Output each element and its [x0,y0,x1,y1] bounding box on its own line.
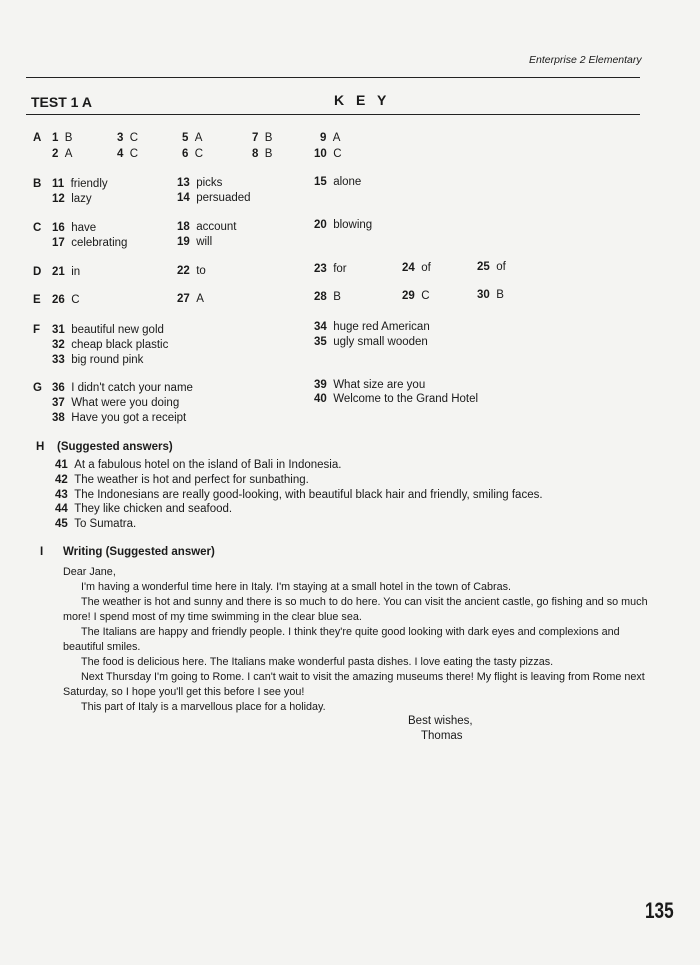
letter-signature: Thomas [421,730,463,742]
section-h-heading: (Suggested answers) [57,441,173,453]
answer-item: 33 big round pink [52,354,144,366]
answer-item: 40 Welcome to the Grand Hotel [314,393,479,405]
answer-item: 1 B [52,132,73,144]
section-label-b: B [33,178,42,190]
answer-item: 10 C [314,148,342,160]
answer-item: 36 I didn't catch your name [52,382,193,394]
answer-item: 37 What were you doing [52,397,180,409]
letter-closing: Best wishes, [408,715,473,727]
section-label-d: D [33,266,42,278]
answer-item: 39 What size are you [314,379,426,391]
answer-item: 21 in [52,266,81,278]
letter-salutation: Dear Jane, [63,566,116,578]
answer-item: 43 The Indonesians are really good-looking, with beautiful black hair and friendly, smiling faces. [55,489,543,501]
answer-item: 26 C [52,294,80,306]
answer-item: 32 cheap black plastic [52,339,169,351]
answer-item: 34 huge red American [314,321,430,333]
answer-item: 25 of [477,261,506,273]
answer-item: 41 At a fabulous hotel on the island of Bali in Indonesia. [55,459,342,471]
page-number: 135 [645,898,674,923]
section-label-e: E [33,294,41,306]
letter-paragraph: This part of Italy is a marvellous place for a holiday. [81,701,326,713]
letter-paragraph: The weather is hot and sunny and there is so much to do here. You can visit the ancient castle, go fishing and so much more! I spend most of my time swimming in the clear blue sea. [63,596,648,623]
answer-item: 16 have [52,222,97,234]
answer-item: 6 C [182,148,204,160]
test-title: TEST 1 A [31,94,92,110]
answer-item: 12 lazy [52,193,92,205]
section-label-a: A [33,132,42,144]
answer-item: 9 A [320,132,341,144]
answer-item: 17 celebrating [52,237,128,249]
answer-item: 28 B [314,291,341,303]
section-label-f: F [33,324,41,336]
writing-letter [63,565,648,715]
answer-item: 45 To Sumatra. [55,518,137,530]
section-label-i: I [40,546,44,558]
letter-paragraph: The food is delicious here. The Italians make wonderful pasta dishes. I love eating the tasty pizzas. [81,656,554,668]
answer-item: 35 ugly small wooden [314,336,428,348]
header-rule [26,77,640,78]
answer-item: 30 B [477,289,504,301]
answer-item: 19 will [177,236,213,248]
letter-paragraph: The Italians are happy and friendly people. I think they're quite good looking with dark eyes and complexions and beautiful smiles. [63,626,620,653]
answer-item: 13 picks [177,177,223,189]
answer-item: 11 friendly [52,178,108,190]
answer-item: 44 They like chicken and seafood. [55,503,233,515]
section-label-h: H [36,441,45,453]
answer-item: 24 of [402,262,431,274]
letter-paragraph: I'm having a wonderful time here in Italy. I'm staying at a small hotel in the town of Cabras. [81,581,512,593]
answer-item: 23 for [314,263,347,275]
answer-item: 14 persuaded [177,192,251,204]
letter-paragraph: Next Thursday I'm going to Rome. I can't wait to visit the amazing museums there! My flight is leaving from Rome next Saturday, so I hope you'll get this before I see you! [63,671,645,698]
answer-item: 15 alone [314,176,362,188]
book-title: Enterprise 2 Elementary [529,54,642,66]
answer-item: 18 account [177,221,237,233]
section-i-heading: Writing (Suggested answer) [63,546,215,558]
title-rule [26,114,640,115]
answer-item: 42 The weather is hot and perfect for sunbathing. [55,474,309,486]
answer-item: 5 A [182,132,203,144]
answer-item: 38 Have you got a receipt [52,412,187,424]
answer-item: 7 B [252,132,273,144]
answer-item: 27 A [177,293,204,305]
answer-item: 20 blowing [314,219,373,231]
answer-item: 2 A [52,148,73,160]
answer-item: 3 C [117,132,139,144]
answer-item: 8 B [252,148,273,160]
answer-item: 22 to [177,265,206,277]
section-label-g: G [33,382,42,394]
answer-item: 31 beautiful new gold [52,324,164,336]
key-label: K E Y [334,92,391,108]
section-label-c: C [33,222,42,234]
answer-item: 4 C [117,148,139,160]
answer-item: 29 C [402,290,430,302]
